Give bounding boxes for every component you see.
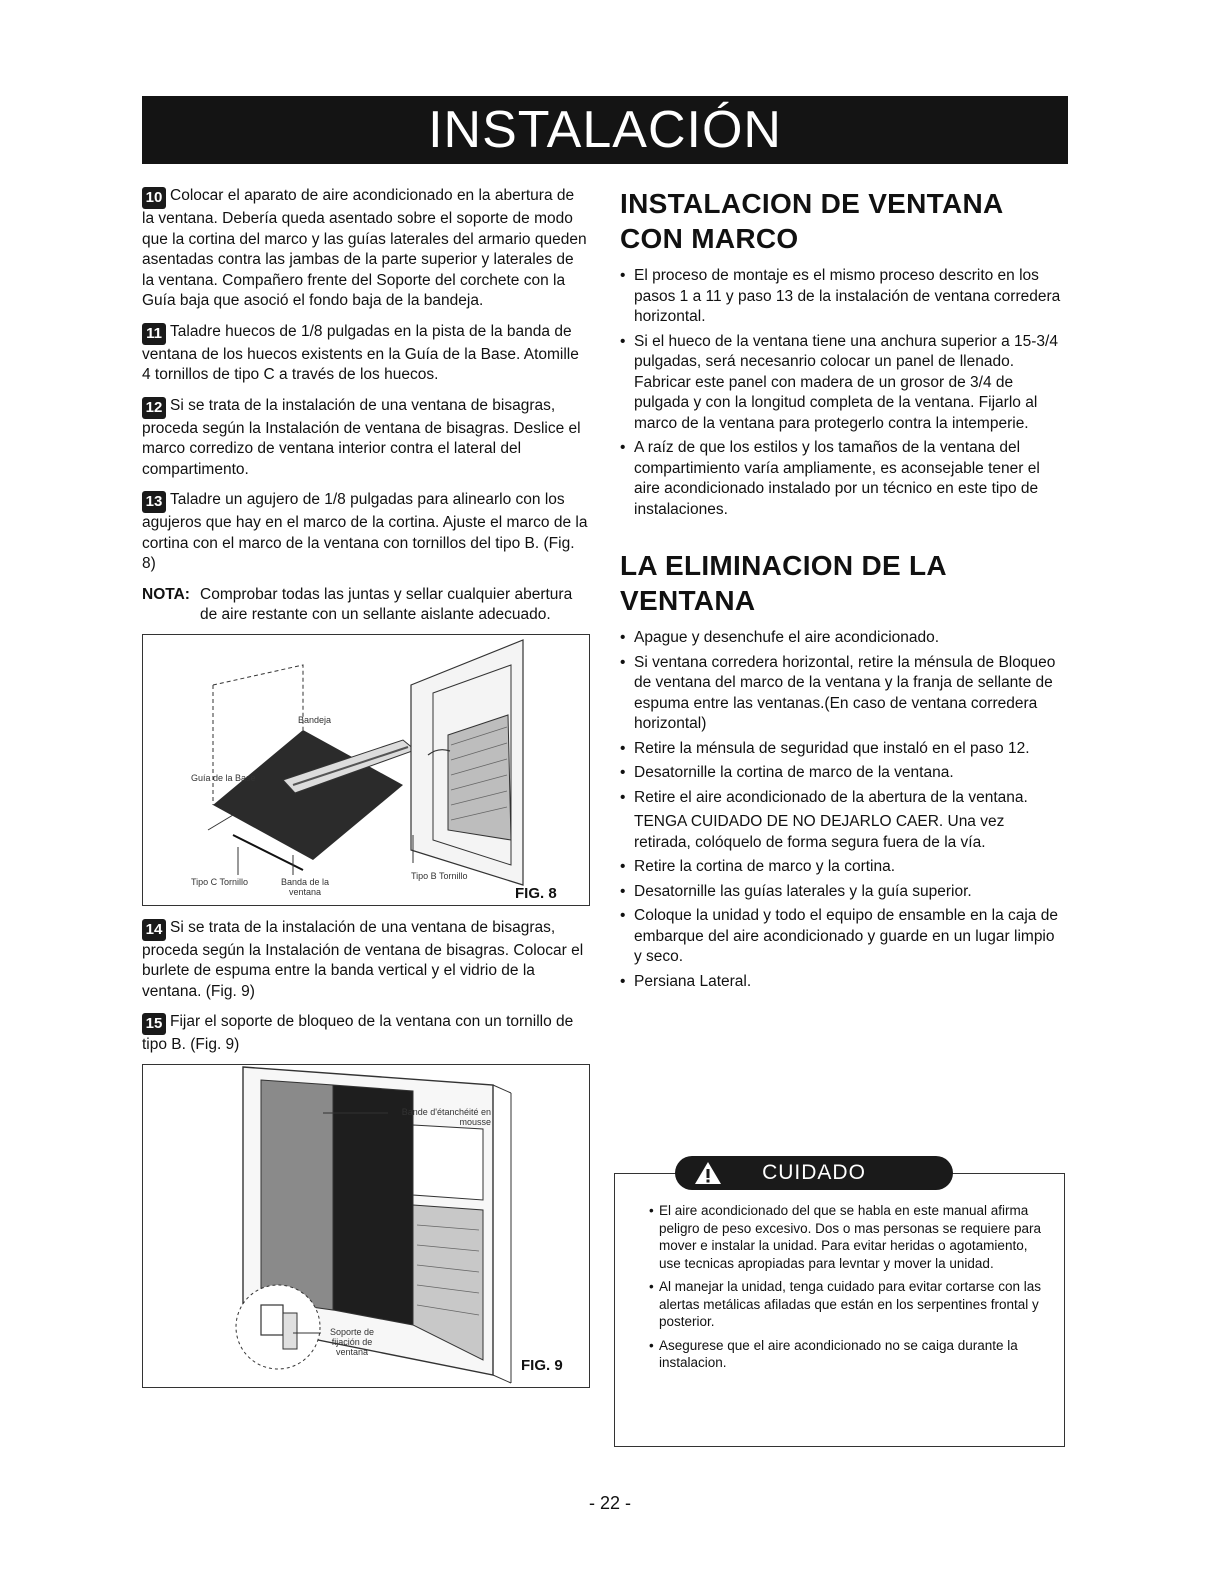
list-item: • Desatornille las guías laterales y la guía superior. <box>620 882 1065 903</box>
caution-box <box>614 1161 1065 1447</box>
step-text: Taladre huecos de 1/8 pulgadas en la pista de la banda de ventana de los huecos existents en la Guía de la Base. Atomille 4 tornillos de tipo C a través de los huecos. <box>142 322 579 383</box>
callout-bande-etancheite: Bande d'étanchéité en mousse <box>401 1106 491 1127</box>
caution-item: • Asegurese que el aire acondicionado no se caiga durante la instalacion. <box>649 1337 1049 1372</box>
step-13 <box>142 490 590 575</box>
step-number-badge: 13 <box>142 491 166 513</box>
caution-item: • El aire acondicionado del que se habla en este manual afirma peligro de peso excesivo. Dos o mas personas se requiere para mover e instalar la unidad. Para evitar heridas o agotamiento, use tecnicas apropiadas para levntar y mover la unidad. <box>649 1202 1049 1272</box>
note-text: Comprobar todas las juntas y sellar cualquier abertura de aire restante con un sellante aislante adecuado. <box>200 585 573 623</box>
section-title-eliminacion-ventana: LA ELIMINACION DE LA VENTANA <box>620 550 946 616</box>
step-number-badge: 15 <box>142 1013 166 1035</box>
step-text: Si se trata de la instalación de una ventana de bisagras, proceda según la Instalación de ventana de bisagras. Colocar el burlete de espuma entre la banda vertical y el vidrio de la ventana. (Fig. 9) <box>142 918 584 1000</box>
right-column <box>620 186 1065 996</box>
warning-triangle-icon <box>693 1160 723 1186</box>
list-item-text: Retire el aire acondicionado de la abertura de la ventana. <box>634 788 1028 806</box>
section2-bullet-list <box>620 628 1065 992</box>
note-label: NOTA: <box>142 585 190 603</box>
list-item: • Desatornille la cortina de marco de la ventana. <box>620 763 1065 784</box>
list-item: • Retire la cortina de marco y la cortina. <box>620 857 1065 878</box>
step-12 <box>142 396 590 481</box>
caution-header <box>675 1156 953 1190</box>
list-item: • Si el hueco de la ventana tiene una anchura superior a 15-3/4 pulgadas, será necesanrio colocar un panel de llenado. Fabricar este panel con madera de un grosor de 3/4 de pulgada y con la longitud completa de la ventana. Fijarlo al marco de la ventana para protegerlo contra la intemperie. <box>620 332 1065 435</box>
list-item: • Si ventana corredera horizontal, retire la ménsula de Bloqueo de ventana del marco de la ventana y la franja de sellante de espuma entre las ventanas.(En caso de ventana corredera horizontal) <box>620 653 1065 735</box>
step-10 <box>142 186 590 312</box>
section1-bullet-list <box>620 266 1065 520</box>
step-text: Taladre un agujero de 1/8 pulgadas para alinearlo con los agujeros que hay en el marco de la cortina. Ajuste el marco de la cortina con el marco de la ventana con tornillos del tipo B. (Fig. 8) <box>142 491 588 572</box>
callout-tipo-b-tornillo: Tipo B Tornillo <box>411 870 468 881</box>
left-column <box>142 186 590 1388</box>
list-item: • Retire la ménsula de seguridad que instaló en el paso 12. <box>620 739 1065 760</box>
section-title-instalacion-ventana-marco: INSTALACION DE VENTANA CON MARCO <box>620 188 1003 254</box>
step-text: Colocar el aparato de aire acondicionado en la abertura de la ventana. Debería queda asentado sobre el soporte de modo que la cortina del marco y las guías laterales del armario queden asentadas contra las jambas de la parte superior y laterales de la ventana. Compañero frente del Soporte del corchete con la Guía baja que asoció el fondo baja de la bandeja. <box>142 187 587 309</box>
caution-item: • Al manejar la unidad, tenga cuidado para evitar cortarse con las alertas metálicas afiladas que están en los serpentines frontal y posterior. <box>649 1278 1049 1331</box>
step-number-badge: 12 <box>142 397 166 419</box>
figure-9 <box>142 1064 590 1388</box>
figure-8-label: FIG. 8 <box>515 884 557 902</box>
step-15 <box>142 1012 590 1056</box>
list-item: • El proceso de montaje es el mismo proceso descrito en los pasos 1 a 11 y paso 13 de la instalación de ventana corredera horizontal. <box>620 266 1065 328</box>
step-number-badge: 10 <box>142 187 166 209</box>
list-item: • A raíz de que los estilos y los tamaños de la ventana del compartimiento varía ampliamente, es aconsejable tener el aire acondicionado instalado por un técnico en este tipo de instalaciones. <box>620 438 1065 520</box>
step-number-badge: 14 <box>142 919 166 941</box>
figure-8-illustration <box>143 635 589 905</box>
drop-warning-text: TENGA CUIDADO DE NO DEJARLO CAER. Una vez retirada, colóquelo de forma segura fuera de la vía. <box>634 813 1005 851</box>
figure-8 <box>142 634 590 906</box>
callout-soporte-fijacion: Soporte de fijación de ventana <box>329 1326 375 1357</box>
page-number: - 22 - <box>588 1493 631 1513</box>
callout-tipo-c-tornillo: Tipo C Tornillo <box>191 876 249 887</box>
callout-bandeja: Bandeja <box>298 714 332 725</box>
page-banner <box>142 96 1068 164</box>
step-14 <box>142 918 590 1003</box>
step-text: Fijar el soporte de bloqueo de la ventana con un tornillo de tipo B. (Fig. 9) <box>142 1013 574 1053</box>
list-item: • Apague y desenchufe el aire acondicionado. <box>620 628 1065 649</box>
list-item: • Coloque la unidad y todo el equipo de ensamble en la caja de embarque del aire acondicionado y guarde en un lugar limpio y seco. <box>620 906 1065 968</box>
caution-list <box>649 1202 1049 1378</box>
banner-title: INSTALACIÓN <box>428 101 782 159</box>
callout-banda-ventana: Banda de la ventana <box>280 876 330 897</box>
step-11 <box>142 322 590 386</box>
step-number-badge: 11 <box>142 323 166 345</box>
step-text: Si se trata de la instalación de una ventana de bisagras, proceda según la Instalación de ventana de bisagras. Deslice el marco corredizo de ventana interior contra el lateral del compartimento. <box>142 396 581 478</box>
caution-title: CUIDADO <box>762 1161 866 1184</box>
list-item <box>620 788 1065 854</box>
note <box>142 585 590 626</box>
list-item: • Persiana Lateral. <box>620 972 1065 993</box>
callout-guia-base: Guía de la Base <box>191 772 256 783</box>
figure-9-label: FIG. 9 <box>521 1356 563 1374</box>
